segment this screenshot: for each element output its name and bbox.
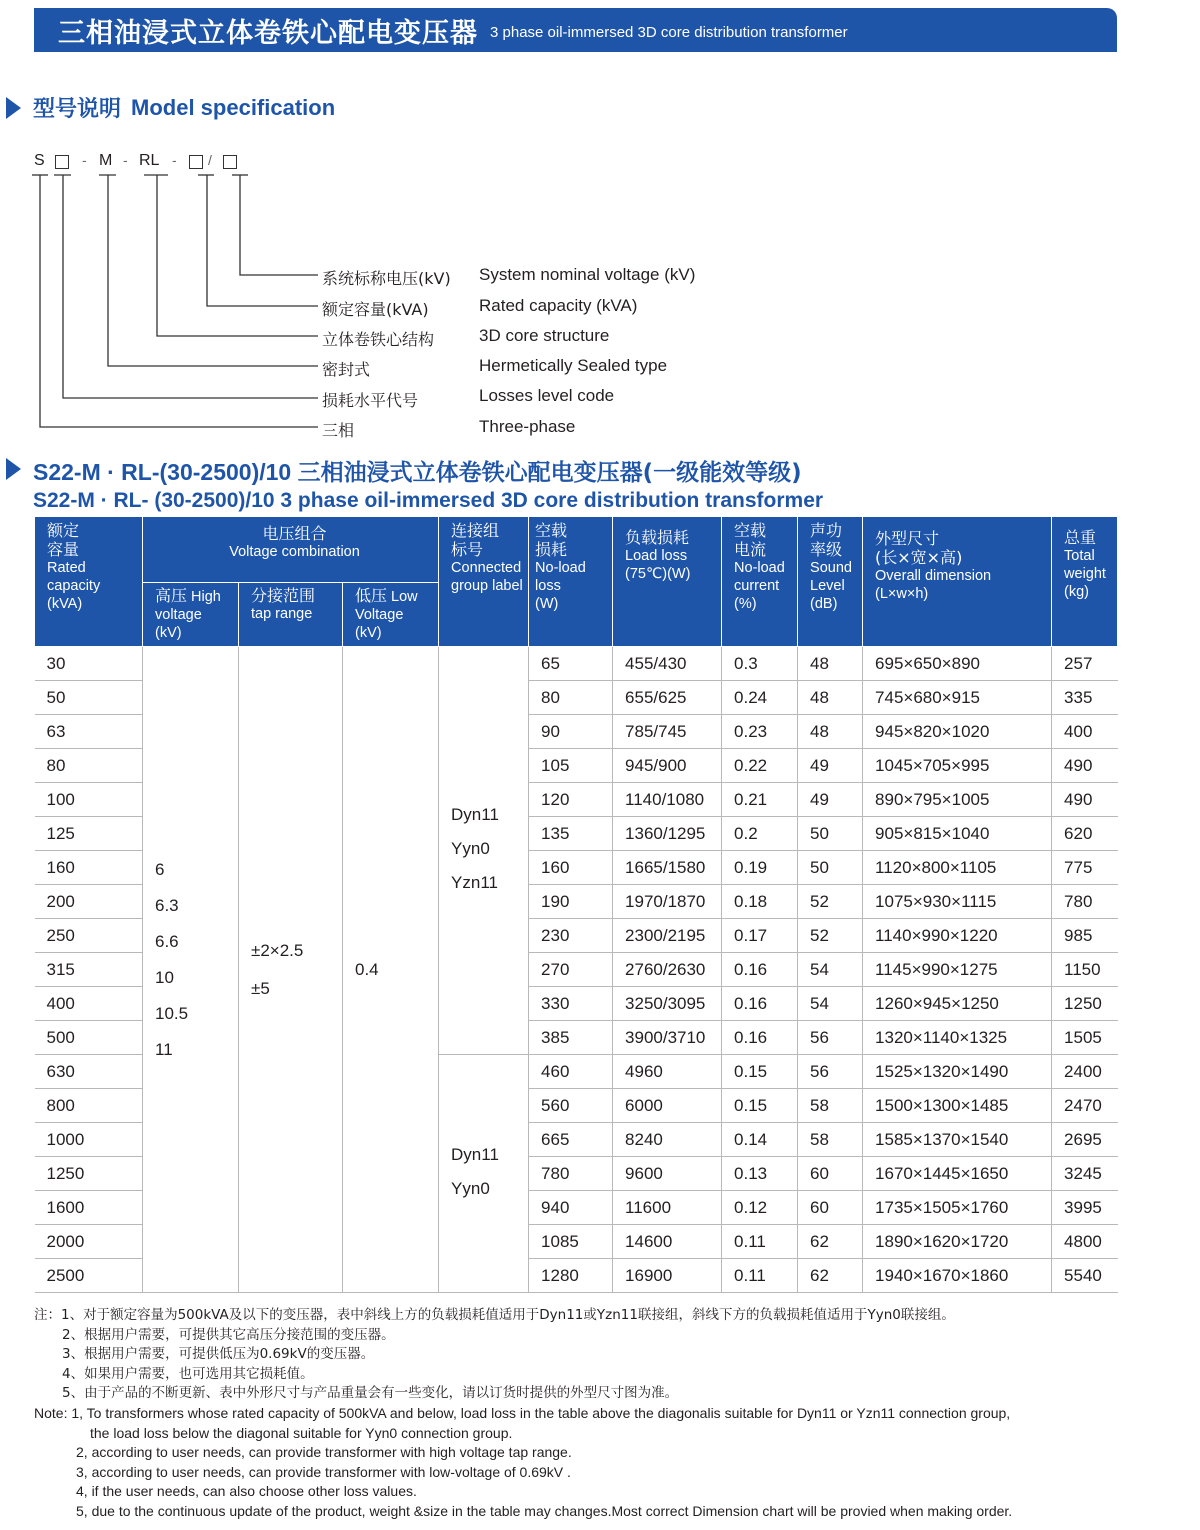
cell-sound: 62: [798, 1225, 863, 1259]
cell-current: 0.24: [722, 681, 798, 715]
group-a-values-item: Dyn11: [451, 805, 499, 824]
cell-current: 0.15: [722, 1055, 798, 1089]
cell-noload: 780: [529, 1157, 613, 1191]
header-dimension-zh: 外型尺寸 (长×宽×高): [875, 529, 963, 567]
header-group-zh: 连接组 标号: [451, 521, 500, 559]
cell-noload: 330: [529, 987, 613, 1021]
note-en-5: 5, due to the continuous update of the product, weight &size in the table may changes.Most correct Dimension chart will be provied when making order.: [76, 1502, 1013, 1519]
cell-noload: 940: [529, 1191, 613, 1225]
cell-current: 0.16: [722, 1021, 798, 1055]
model-spec-heading-en: Model specification: [131, 94, 336, 120]
header-capacity-zh: 额定 容量: [47, 521, 80, 559]
cell-dimension: 890×795×1005: [863, 783, 1052, 817]
header-lv-en: Low Voltage (kV): [355, 589, 418, 641]
cell-weight: 620: [1052, 817, 1118, 851]
legend-zh-1: 额定容量(kVA): [322, 300, 429, 319]
tap-values-item: ±5: [251, 979, 270, 998]
group-a-values-item: Yyn0: [451, 839, 490, 858]
group-b-values-item: Yyn0: [451, 1179, 490, 1198]
spec-table-body: [35, 647, 1118, 1293]
header-current-zh: 空载 电流: [734, 521, 767, 559]
cell-load: 1360/1295: [613, 817, 722, 851]
cell-noload: 1280: [529, 1259, 613, 1293]
cell-load: 2760/2630: [613, 953, 722, 987]
cell-weight: 4800: [1052, 1225, 1118, 1259]
note-en-1: Note: 1, To transformers whose rated capacity of 500kVA and below, load loss in the table above the diagonalis suitable for Dyn11 or Yzn11 connection group,: [34, 1404, 1011, 1421]
note-en-1b: the load loss below the diagonal suitable for Yyn0 connection group.: [90, 1424, 513, 1441]
cell-weight: 2470: [1052, 1089, 1118, 1123]
note-zh-1: 注：1、对于额定容量为500kVA及以下的变压器，表中斜线上方的负载损耗值适用于Dyn11或Yzn11联接组，斜线下方的负载损耗值适用于Yyn0联接组。: [34, 1307, 955, 1323]
cell-sound: 60: [798, 1157, 863, 1191]
cell-current: 0.21: [722, 783, 798, 817]
header-sound: [798, 517, 863, 647]
cell-dimension: 1045×705×995: [863, 749, 1052, 783]
cell-noload: 190: [529, 885, 613, 919]
cell-load: 14600: [613, 1225, 722, 1259]
header-tap-zh: 分接范围: [251, 586, 316, 605]
cell-sound: 48: [798, 647, 863, 681]
cell-dimension: 1260×945×1250: [863, 987, 1052, 1021]
product-heading: [6, 454, 823, 513]
code-slash: /: [208, 152, 212, 168]
cell-capacity: 200: [35, 885, 143, 919]
cell-current: 0.16: [722, 987, 798, 1021]
hv-values-item: 6.6: [155, 932, 179, 951]
header-dimension: [863, 517, 1052, 647]
header-sound-en: Sound Level (dB): [810, 560, 852, 612]
header-load-en: Load loss (75℃)(W): [625, 548, 691, 582]
header-weight-zh: 总重: [1064, 528, 1097, 547]
cell-noload: 460: [529, 1055, 613, 1089]
cell-capacity: 1000: [35, 1123, 143, 1157]
cell-weight: 490: [1052, 749, 1118, 783]
hv-values-item: 11: [155, 1040, 173, 1059]
cell-load: 455/430: [613, 647, 722, 681]
cell-sound: 49: [798, 749, 863, 783]
cell-dimension: 905×815×1040: [863, 817, 1052, 851]
cell-current: 0.11: [722, 1259, 798, 1293]
legend-en-4: Losses level code: [479, 386, 615, 405]
cell-weight: 775: [1052, 851, 1118, 885]
cell-load: 655/625: [613, 681, 722, 715]
hv-values-item: 6: [155, 860, 165, 879]
group-a-values-item: Yzn11: [451, 873, 498, 892]
cell-current: 0.12: [722, 1191, 798, 1225]
cell-current: 0.14: [722, 1123, 798, 1157]
cell-load: 2300/2195: [613, 919, 722, 953]
legend-en-2: 3D core structure: [479, 326, 610, 345]
code-m: M: [99, 152, 113, 169]
cell-noload: 160: [529, 851, 613, 885]
cell-dimension: 1320×1140×1325: [863, 1021, 1052, 1055]
header-sound-zh: 声功 率级: [810, 521, 843, 559]
banner-title-en: 3 phase oil-immersed 3D core distribution transformer: [490, 23, 848, 41]
cell-current: 0.3: [722, 647, 798, 681]
header-hv-en: High voltage (kV): [155, 589, 221, 641]
header-noload-en: No-load loss (W): [535, 560, 586, 612]
model-code-diagram: [0, 0, 1200, 450]
cell-load: 1140/1080: [613, 783, 722, 817]
cell-noload: 65: [529, 647, 613, 681]
hv-values: [155, 647, 238, 1068]
cell-weight: 490: [1052, 783, 1118, 817]
code-dash-2: -: [123, 152, 128, 168]
product-model-code: S22-M · RL-(30-2500)/10: [33, 459, 298, 485]
cell-current: 0.22: [722, 749, 798, 783]
legend-zh-3: 密封式: [322, 360, 371, 379]
cell-capacity: 160: [35, 851, 143, 885]
cell-weight: 335: [1052, 681, 1118, 715]
cell-capacity: 1250: [35, 1157, 143, 1191]
cell-noload: 665: [529, 1123, 613, 1157]
cell-sound: 58: [798, 1089, 863, 1123]
code-dash-1: -: [82, 152, 87, 168]
cell-dimension: 1525×1320×1490: [863, 1055, 1052, 1089]
header-weight: [1052, 517, 1118, 647]
group-a-values: [451, 647, 528, 900]
cell-capacity: 800: [35, 1089, 143, 1123]
cell-dimension: 1940×1670×1860: [863, 1259, 1052, 1293]
cell-current: 0.15: [722, 1089, 798, 1123]
cell-capacity: 2000: [35, 1225, 143, 1259]
cell-noload: 135: [529, 817, 613, 851]
cell-current: 0.16: [722, 953, 798, 987]
header-hv-zh: 高压: [155, 586, 188, 605]
product-title-zh: 三相油浸式立体卷铁心配电变压器(一级能效等级): [297, 460, 802, 486]
cell-current: 0.2: [722, 817, 798, 851]
legend-zh-2: 立体卷铁心结构: [322, 330, 435, 349]
cell-weight: 400: [1052, 715, 1118, 749]
cell-capacity: 50: [35, 681, 143, 715]
tap-values: [251, 647, 342, 1008]
header-current: [722, 517, 798, 647]
code-rl: RL: [139, 152, 160, 169]
header-voltage-en: Voltage combination: [229, 544, 360, 560]
cell-weight: 2400: [1052, 1055, 1118, 1089]
cell-current: 0.13: [722, 1157, 798, 1191]
cell-capacity: 63: [35, 715, 143, 749]
cell-sound: 49: [798, 783, 863, 817]
cell-tap-merged: [239, 647, 343, 1293]
legend-zh-0: 系统标称电压(kV): [322, 269, 451, 288]
cell-noload: 90: [529, 715, 613, 749]
cell-load: 4960: [613, 1055, 722, 1089]
cell-sound: 60: [798, 1191, 863, 1225]
header-group-en: Connected group label: [451, 560, 523, 594]
cell-load: 3250/3095: [613, 987, 722, 1021]
cell-dimension: 945×820×1020: [863, 715, 1052, 749]
cell-noload: 80: [529, 681, 613, 715]
cell-capacity: 2500: [35, 1259, 143, 1293]
cell-noload: 385: [529, 1021, 613, 1055]
header-lv-zh: 低压: [355, 586, 388, 605]
arrow-right-icon: [6, 458, 21, 480]
cell-load: 3900/3710: [613, 1021, 722, 1055]
note-zh-2: 2、根据用户需要，可提供其它高压分接范围的变压器。: [62, 1326, 395, 1343]
header-load: [613, 517, 722, 647]
header-lv: [343, 583, 439, 647]
cell-weight: 1250: [1052, 987, 1118, 1021]
header-group: [439, 517, 529, 647]
note-en-2: 2, according to user needs, can provide transformer with high voltage tap range.: [76, 1444, 572, 1461]
cell-load: 9600: [613, 1157, 722, 1191]
cell-dimension: 1140×990×1220: [863, 919, 1052, 953]
cell-dimension: 1145×990×1275: [863, 953, 1052, 987]
cell-load: 1665/1580: [613, 851, 722, 885]
cell-current: 0.17: [722, 919, 798, 953]
cell-sound: 50: [798, 817, 863, 851]
cell-load: 16900: [613, 1259, 722, 1293]
spec-table: [34, 516, 1118, 1293]
cell-load: 6000: [613, 1089, 722, 1123]
cell-sound: 56: [798, 1055, 863, 1089]
cell-weight: 1150: [1052, 953, 1118, 987]
cell-capacity: 100: [35, 783, 143, 817]
cell-sound: 54: [798, 953, 863, 987]
cell-load: 785/745: [613, 715, 722, 749]
cell-capacity: 500: [35, 1021, 143, 1055]
cell-sound: 48: [798, 715, 863, 749]
cell-weight: 3245: [1052, 1157, 1118, 1191]
note-zh-4: 4、如果用户需要，也可选用其它损耗值。: [62, 1365, 314, 1382]
header-voltage-zh: 电压组合: [262, 524, 327, 543]
cell-group-a: [439, 647, 529, 1055]
cell-noload: 230: [529, 919, 613, 953]
header-noload-zh: 空载 损耗: [535, 521, 568, 559]
cell-weight: 257: [1052, 647, 1118, 681]
cell-noload: 270: [529, 953, 613, 987]
header-capacity: [35, 517, 143, 647]
cell-dimension: 1890×1620×1720: [863, 1225, 1052, 1259]
header-load-zh: 负载损耗: [625, 528, 690, 547]
cell-capacity: 30: [35, 647, 143, 681]
header-capacity-en: Rated capacity (kVA): [47, 560, 101, 612]
code-dash-3: -: [172, 152, 177, 168]
header-weight-en: Total weight (kg): [1064, 548, 1106, 600]
note-en-4: 4, if the user needs, can also choose other loss values.: [76, 1483, 417, 1500]
legend-zh-4: 损耗水平代号: [322, 391, 419, 410]
code-s: S: [34, 152, 45, 169]
legend-zh-5: 三相: [322, 421, 355, 440]
hv-values-item: 6.3: [155, 896, 179, 915]
cell-weight: 1505: [1052, 1021, 1118, 1055]
header-tap: [239, 583, 343, 647]
cell-weight: 2695: [1052, 1123, 1118, 1157]
hv-values-item: 10.5: [155, 1004, 189, 1023]
cell-hv-merged: [143, 647, 239, 1293]
model-spec-heading-zh: 型号说明: [33, 97, 122, 122]
cell-dimension: 1075×930×1115: [863, 885, 1052, 919]
cell-noload: 560: [529, 1089, 613, 1123]
group-b-values-item: Dyn11: [451, 1145, 499, 1164]
product-title-zh-line: [33, 454, 823, 487]
legend-en-1: Rated capacity (kVA): [479, 296, 638, 315]
cell-lv-merged: [343, 647, 439, 1293]
cell-sound: 54: [798, 987, 863, 1021]
cell-capacity: 400: [35, 987, 143, 1021]
tap-values-item: ±2×2.5: [251, 941, 304, 960]
cell-current: 0.23: [722, 715, 798, 749]
cell-sound: 56: [798, 1021, 863, 1055]
cell-sound: 52: [798, 885, 863, 919]
header-voltage: [143, 517, 439, 583]
cell-capacity: 315: [35, 953, 143, 987]
cell-load: 945/900: [613, 749, 722, 783]
cell-dimension: 1670×1445×1650: [863, 1157, 1052, 1191]
code-leader-lines: [0, 0, 1200, 450]
group-b-values: [451, 1055, 528, 1206]
cell-current: 0.19: [722, 851, 798, 885]
cell-capacity: 250: [35, 919, 143, 953]
cell-current: 0.18: [722, 885, 798, 919]
cell-sound: 62: [798, 1259, 863, 1293]
cell-weight: 5540: [1052, 1259, 1118, 1293]
legend-en-5: Three-phase: [479, 417, 576, 436]
note-zh-3: 3、根据用户需要，可提供低压为0.69kV的变压器。: [62, 1346, 375, 1363]
header-dimension-en: Overall dimension (L×w×h): [875, 568, 992, 602]
cell-load: 1970/1870: [613, 885, 722, 919]
cell-capacity: 80: [35, 749, 143, 783]
note-en-3: 3, according to user needs, can provide transformer with low-voltage of 0.69kV .: [76, 1463, 571, 1480]
header-hv: [143, 583, 239, 647]
cell-dimension: 695×650×890: [863, 647, 1052, 681]
cell-sound: 52: [798, 919, 863, 953]
cell-sound: 50: [798, 851, 863, 885]
cell-load: 8240: [613, 1123, 722, 1157]
cell-sound: 58: [798, 1123, 863, 1157]
lv-value: 0.4: [355, 960, 379, 979]
cell-weight: 985: [1052, 919, 1118, 953]
cell-capacity: 125: [35, 817, 143, 851]
hv-values-item: 10: [155, 968, 174, 987]
header-current-en: No-load current (%): [734, 560, 785, 612]
cell-dimension: 745×680×915: [863, 681, 1052, 715]
cell-current: 0.11: [722, 1225, 798, 1259]
cell-noload: 105: [529, 749, 613, 783]
cell-capacity: 630: [35, 1055, 143, 1089]
table-row: [35, 647, 1118, 681]
cell-capacity: 1600: [35, 1191, 143, 1225]
cell-dimension: 1120×800×1105: [863, 851, 1052, 885]
cell-dimension: 1500×1300×1485: [863, 1089, 1052, 1123]
note-zh-5: 5、由于产品的不断更新、表中外形尺寸与产品重量会有一些变化，请以订货时提供的外型尺寸图为准。: [62, 1385, 679, 1402]
product-title-en: S22-M · RL- (30-2500)/10 3 phase oil-immersed 3D core distribution transformer: [33, 489, 824, 512]
legend-en-0: System nominal voltage (kV): [479, 265, 696, 284]
header-noload: [529, 517, 613, 647]
cell-dimension: 1585×1370×1540: [863, 1123, 1052, 1157]
cell-weight: 780: [1052, 885, 1118, 919]
cell-load: 11600: [613, 1191, 722, 1225]
cell-group-b: [439, 1055, 529, 1293]
banner-title-zh: 三相油浸式立体卷铁心配电变压器: [58, 17, 478, 49]
cell-noload: 120: [529, 783, 613, 817]
legend-en-3: Hermetically Sealed type: [479, 356, 668, 375]
cell-noload: 1085: [529, 1225, 613, 1259]
header-tap-en: tap range: [251, 606, 313, 622]
notes: [34, 1306, 1134, 1522]
cell-weight: 3995: [1052, 1191, 1118, 1225]
cell-sound: 48: [798, 681, 863, 715]
cell-dimension: 1735×1505×1760: [863, 1191, 1052, 1225]
